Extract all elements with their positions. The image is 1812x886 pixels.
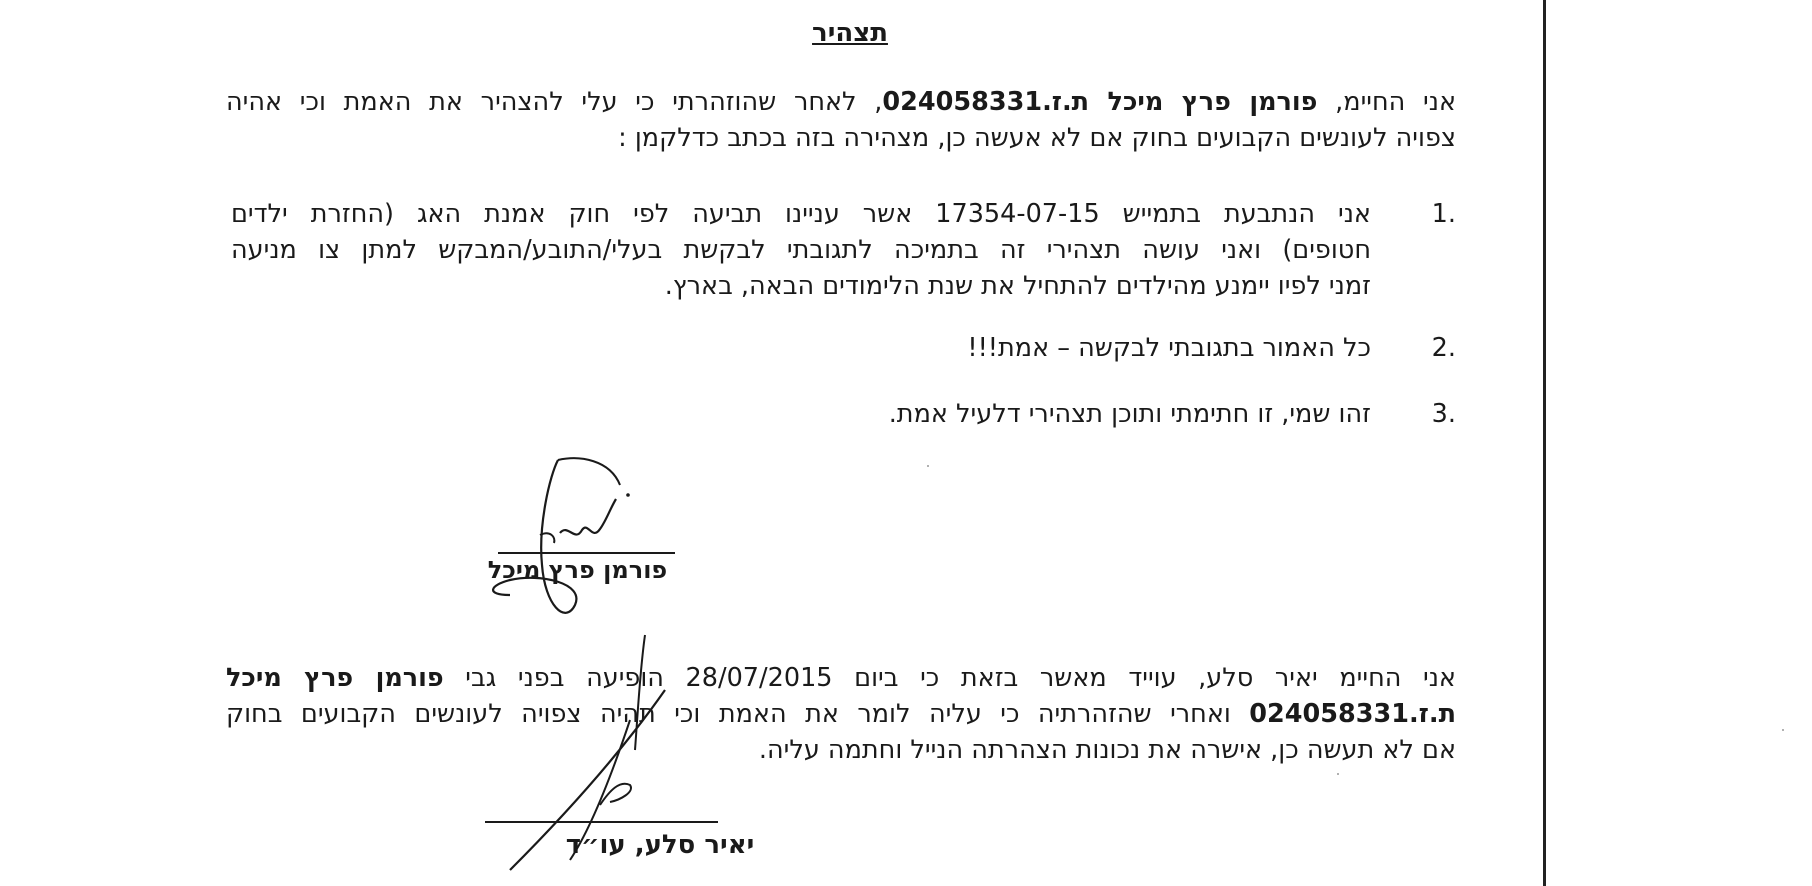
- scan-speck: [927, 465, 929, 467]
- opening-paragraph: [226, 84, 1456, 156]
- lawyer-signature-name: יאיר סלע, עו״ד: [565, 830, 755, 860]
- attestation-line-3: אם לא תעשה כן, אישרה את נכונות הצהרתה הנייל וחתמה עליה.: [758, 735, 1456, 765]
- attestation-line-1: [226, 660, 1456, 696]
- item-number: .3: [1431, 399, 1456, 429]
- attestation-text: אני החיימ יאיר סלע, עוייד מאשר בזאת כי ביום 28/07/2015 הופיעה בפני גבי: [443, 663, 1456, 693]
- scan-speck: [1782, 729, 1784, 731]
- opening-line-1: [226, 84, 1456, 120]
- declarant-name-id: פורמן פרץ מיכל ת.ז.024058331: [882, 87, 1318, 117]
- document-title: תצהיר: [812, 18, 888, 48]
- item-text: [967, 330, 1371, 366]
- scan-speck: [1337, 773, 1339, 775]
- item-line: זמני לפיו יימנע מהילדים להתחיל את שנת הלימודים הבאה, בארץ.: [664, 271, 1371, 301]
- item-number: .2: [1431, 333, 1456, 363]
- item-line: חטופים) ואני עושה תצהירי זה בתמיכה לתגובתי לבקשת בעלי/התובע/המבקש למתן צו מניעה: [231, 235, 1371, 265]
- declarant-name: פורמן פרץ מיכל: [226, 663, 444, 693]
- declarant-signature: [480, 455, 690, 630]
- opening-text: אני החיימ,: [1317, 87, 1456, 117]
- attestation-paragraph: [226, 660, 1456, 768]
- attestation-text-cont: ואחרי שהזהרתיה כי עליה לומר את האמת וכי תהיה צפויה לעונשים הקבועים בחוק: [226, 699, 1250, 729]
- opening-text-cont: , לאחר שהוזהרתי כי עלי להצהיר את האמת וכי אהיה: [226, 87, 883, 117]
- item-line: זהו שמי, זו חתימתי ותוכן תצהירי דלעיל אמת.: [888, 399, 1371, 429]
- list-item: [226, 396, 1456, 436]
- declarant-signature-name: פורמן פרץ מיכל: [487, 556, 668, 584]
- attestation-line-2: [226, 696, 1456, 732]
- item-text: [231, 196, 1371, 304]
- item-text: [889, 396, 1371, 432]
- item-line: כל האמור בתגובתי לבקשה – אמת!!!: [967, 333, 1371, 363]
- item-number: .1: [1431, 199, 1456, 229]
- item-line: אני הנתבעת בתמייש 17354-07-15 אשר עניינו תביעה לפי חוק אמנת האג (החזרת ילדים: [231, 199, 1371, 229]
- declarant-id: ת.ז.024058331: [1249, 699, 1456, 729]
- opening-line-2: צפויה לעונשים הקבועים בחוק אם לא אעשה כן, מצהירה בזה בכתב כדלקמן :: [618, 123, 1456, 153]
- list-item: [226, 330, 1456, 370]
- list-item: [226, 196, 1456, 306]
- page-border-line: [1543, 0, 1546, 886]
